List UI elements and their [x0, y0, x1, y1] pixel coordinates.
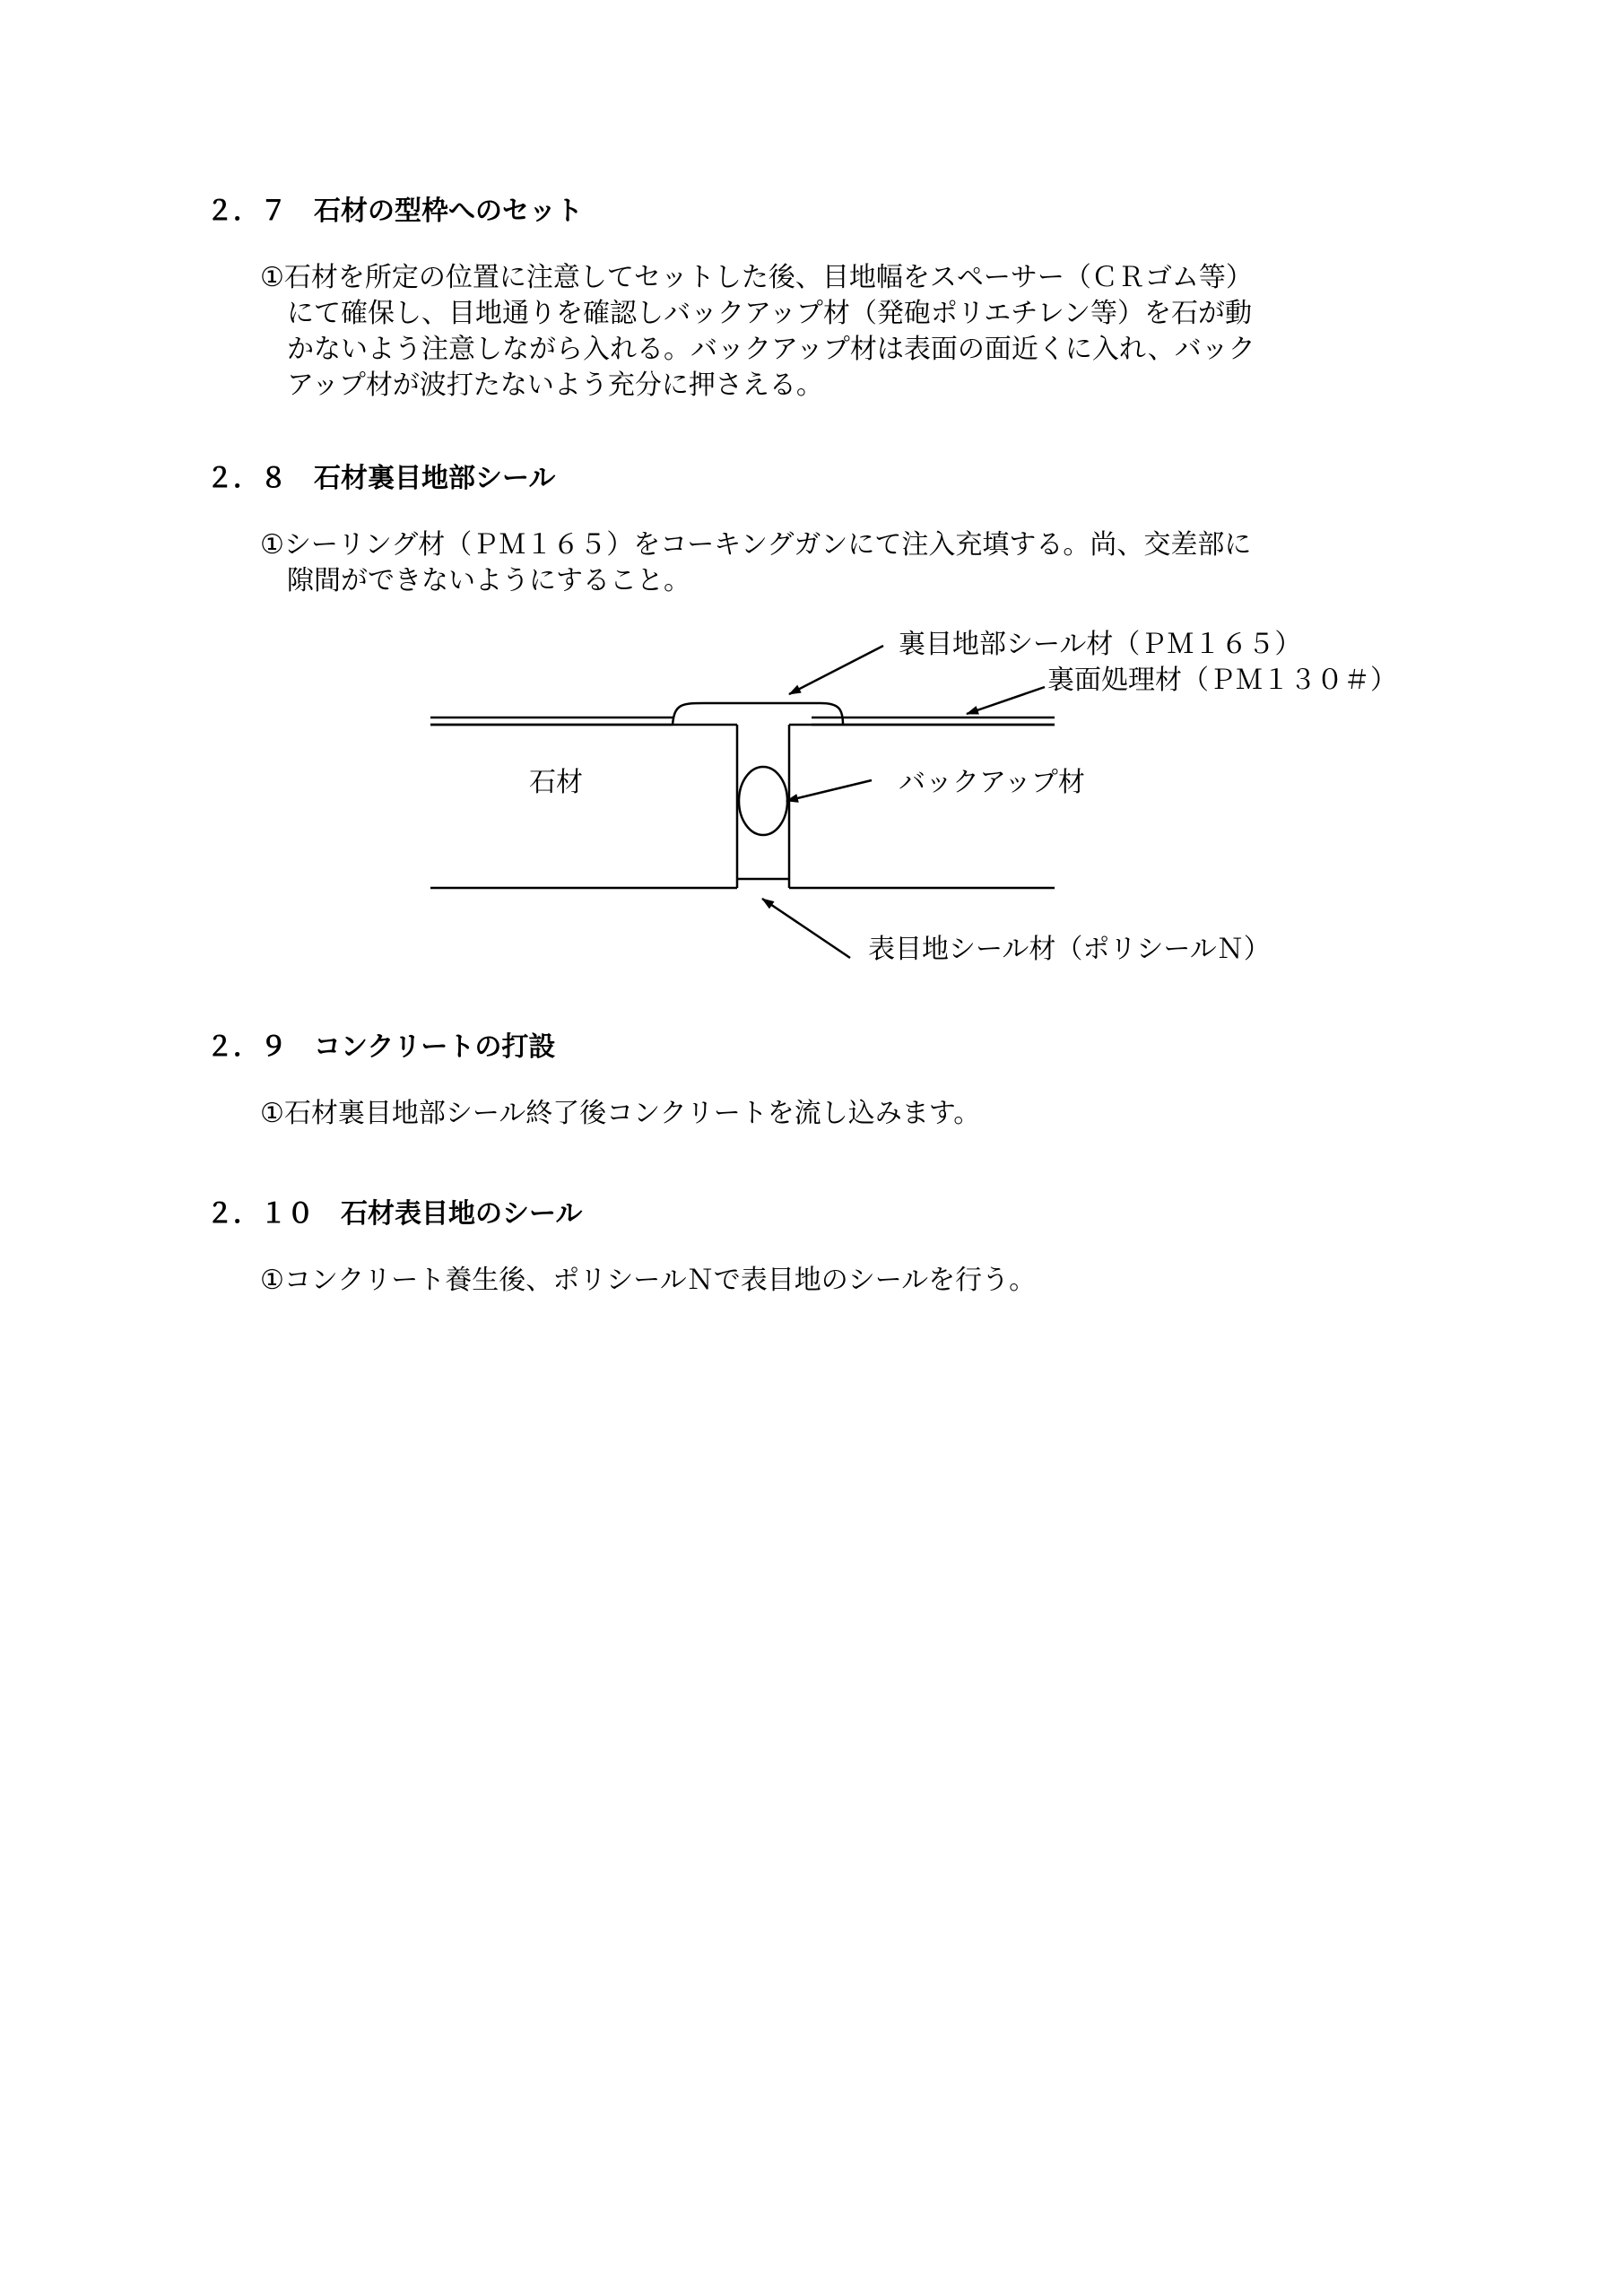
- section-heading-2-9: ２．９ コンクリートの打設: [206, 1031, 556, 1063]
- paragraph-line: ①シーリング材（ＰＭ１６５）をコーキングガンにて注入充填する。尚、交差部に: [260, 529, 1252, 561]
- stone-right: [789, 725, 1055, 888]
- arrow-back-surface-treatment: [967, 687, 1045, 714]
- back-joint-sealant-shape: [673, 703, 843, 725]
- section-heading-2-7: ２．７ 石材の型枠へのセット: [206, 196, 583, 227]
- section-paragraph-2-8: [260, 527, 1426, 599]
- label-backup-material: バックアップ材: [899, 767, 1085, 798]
- section-paragraph-2-10: [260, 1263, 1426, 1299]
- paragraph-line: ①コンクリート養生後、ポリシールＮで表目地のシールを行う。: [260, 1265, 1037, 1296]
- arrow-face-joint-sealant: [762, 899, 850, 958]
- label-back-surface-treatment: 裏面処理材（ＰＭ１３０＃）: [1047, 665, 1397, 696]
- section-heading-2-10: ２．１０ 石材表目地のシール: [206, 1198, 583, 1230]
- section-paragraph-2-9: [260, 1096, 1426, 1132]
- back-surface-treatment-layer: [430, 718, 1055, 725]
- paragraph-line: ①石材裏目地部シール終了後コンクリートを流し込みます。: [260, 1098, 981, 1129]
- section-paragraph-2-7: [260, 260, 1426, 404]
- backup-material-shape: [739, 767, 787, 835]
- section-heading-2-8: ２．８ 石材裏目地部シール: [206, 463, 556, 494]
- label-back-joint-sealant: 裏目地部シール材（ＰＭ１６５）: [899, 629, 1302, 660]
- paragraph-line: アップ材が波打たないよう充分に押さえる。: [287, 370, 823, 401]
- paragraph-line: にて確保し、目地通りを確認しバックアップ材（発砲ポリエチレン等）を石が動: [287, 298, 1252, 329]
- stone-left: [430, 725, 737, 888]
- arrow-backup-material: [786, 780, 872, 801]
- label-stone: 石材: [529, 767, 583, 798]
- paragraph-line: ①石材を所定の位置に注意してセットした後、目地幅をスペーサー（ＣＲゴム等）: [260, 262, 1253, 293]
- paragraph-line: かないよう注意しながら入れる。バックアップ材は表面の面近くに入れ、バック: [287, 334, 1255, 365]
- label-face-joint-sealant: 表目地シール材（ポリシールＮ）: [868, 934, 1271, 965]
- arrow-back-joint-sealant: [789, 646, 883, 694]
- paragraph-line: 隙間ができないようにすること。: [287, 565, 690, 596]
